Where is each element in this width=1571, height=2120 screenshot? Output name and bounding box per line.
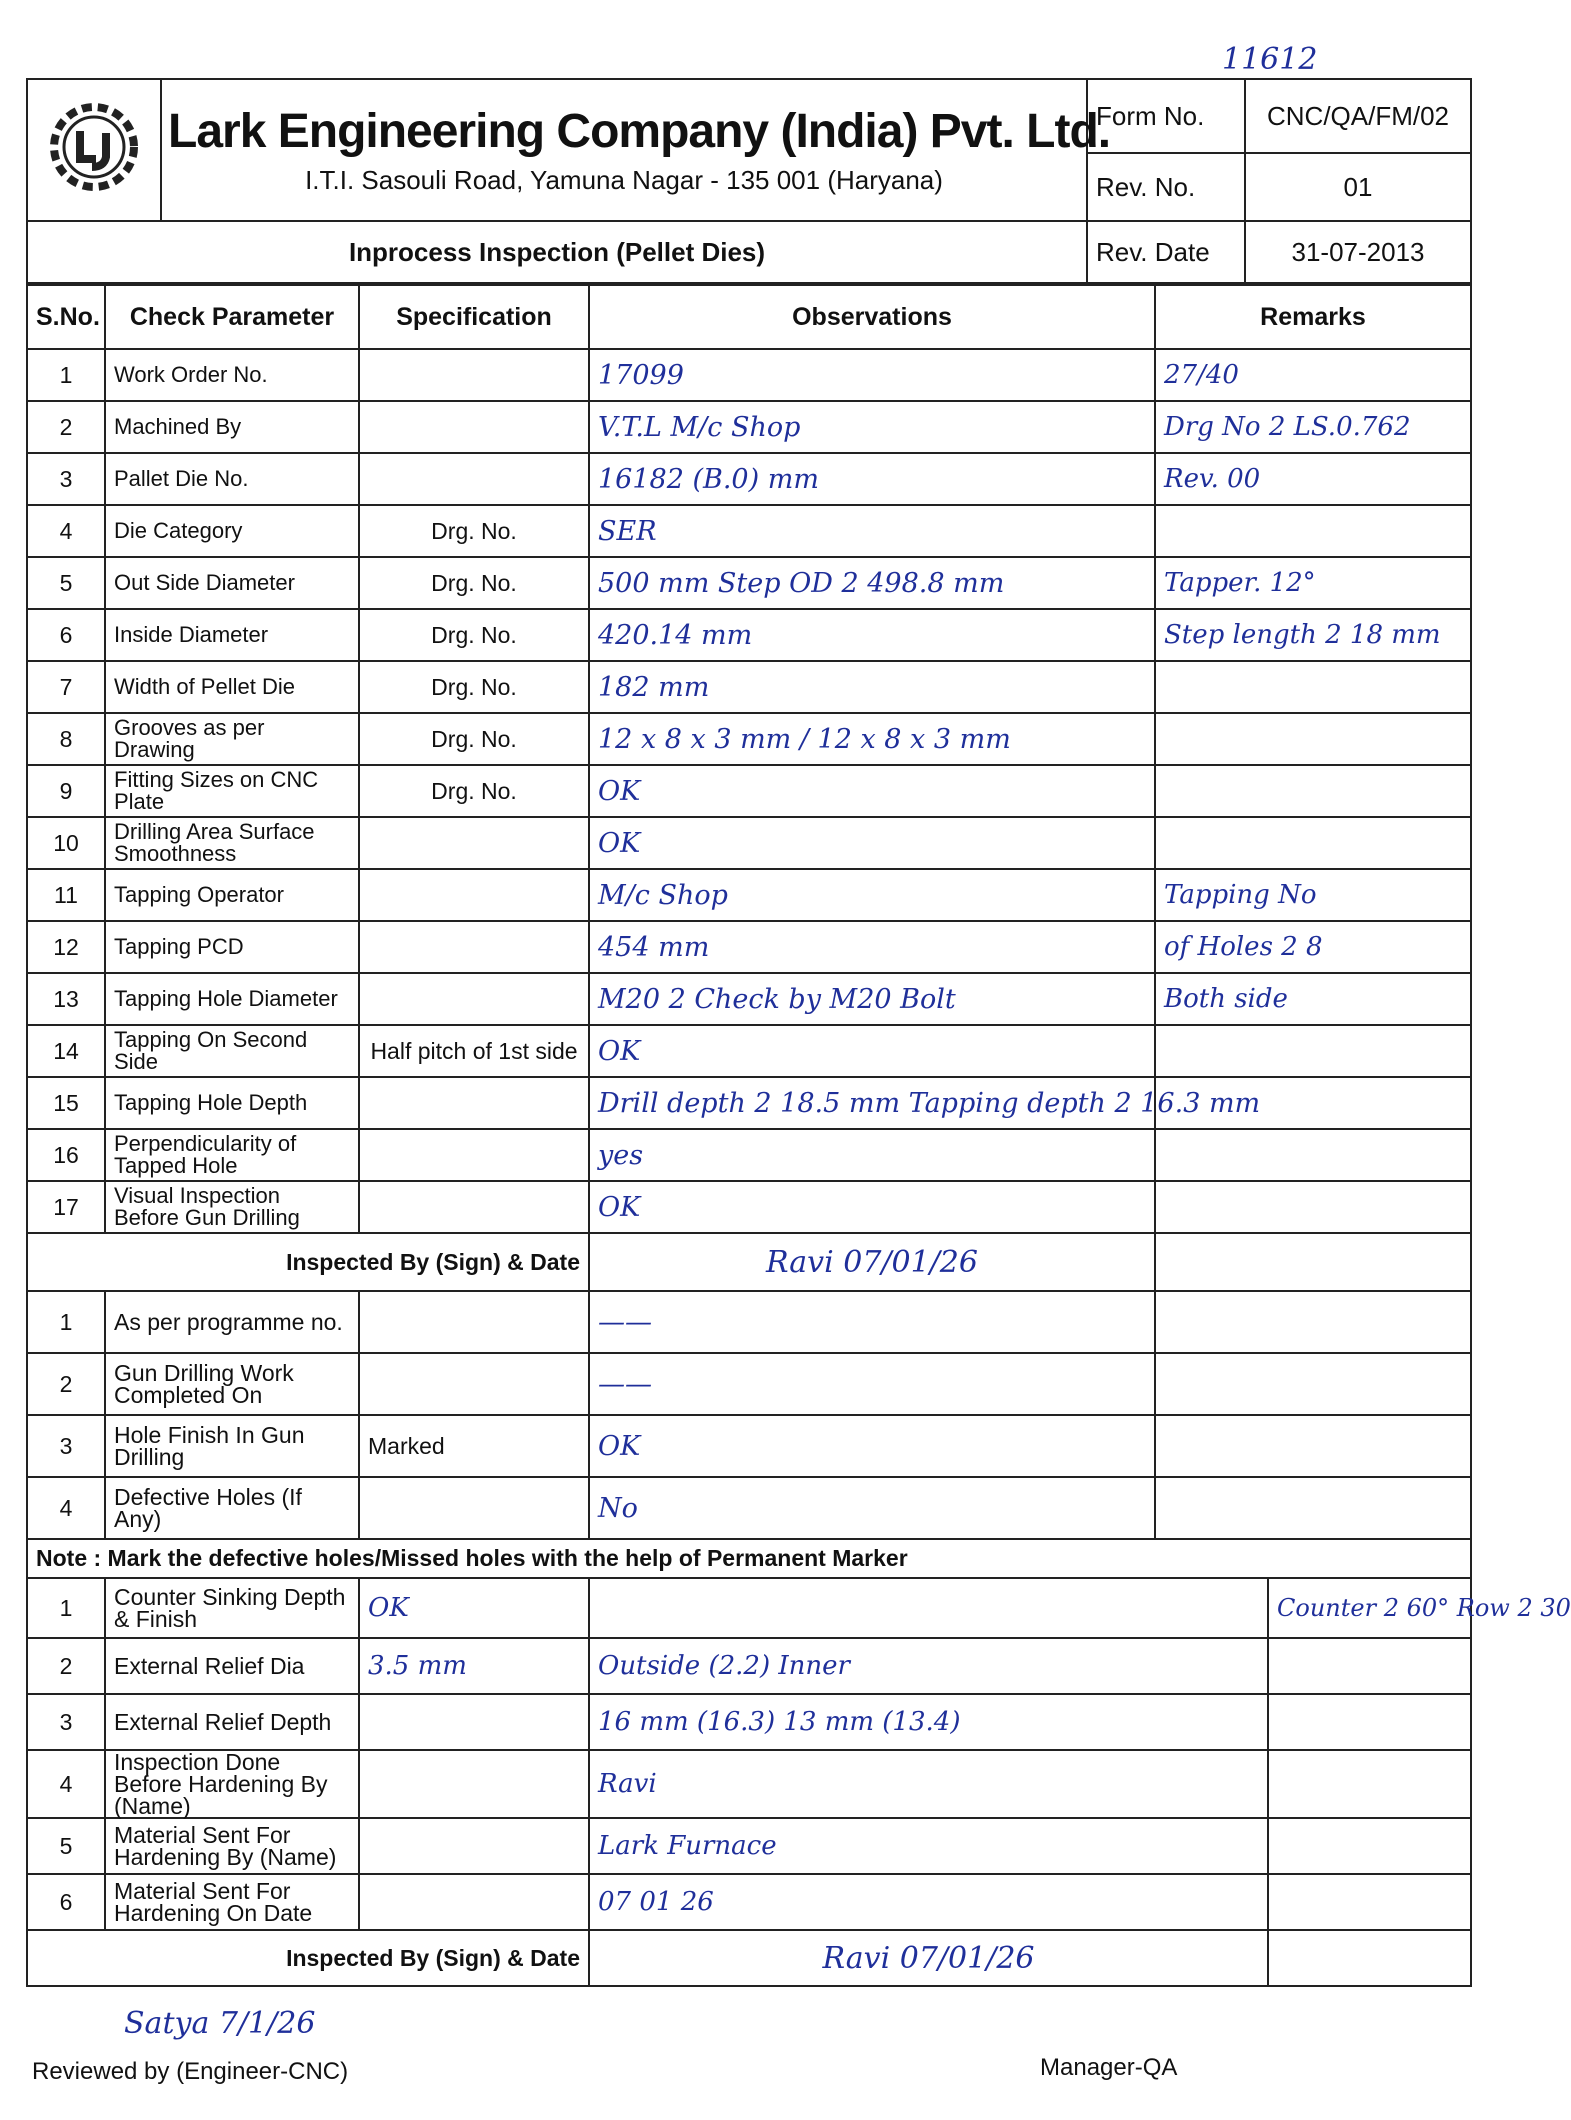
row-sno: 4 (27, 1477, 105, 1539)
row-remark: Drg No 2 LS.0.762 (1155, 401, 1471, 453)
row-spec: Drg. No. (359, 505, 589, 557)
row-observation: OK (589, 1025, 1155, 1077)
row-sno: 4 (27, 505, 105, 557)
row-spec (359, 453, 589, 505)
row-param: Die Category (105, 505, 359, 557)
row-observation: 16 mm (16.3) 13 mm (13.4) (589, 1694, 1268, 1750)
row-remark (1155, 817, 1471, 869)
row-spec: Drg. No. (359, 765, 589, 817)
row-param: As per programme no. (105, 1291, 359, 1353)
row-param: External Relief Depth (105, 1694, 359, 1750)
note-row (27, 1539, 1471, 1577)
row-observation: —— (589, 1353, 1155, 1415)
row-remark (1155, 713, 1471, 765)
form-title: Inprocess Inspection (Pellet Dies) (27, 221, 1087, 283)
company-name: Lark Engineering Company (India) Pvt. Ltd. (168, 105, 1111, 158)
row-param: Inspection Done Before Hardening By (Name) (105, 1750, 359, 1818)
table-row (27, 1129, 1471, 1181)
company-address: I.T.I. Sasouli Road, Yamuna Nagar - 135 001 (Haryana) (305, 165, 943, 195)
row-param: Defective Holes (If Any) (105, 1477, 359, 1539)
row-sno: 11 (27, 869, 105, 921)
row-sno: 1 (27, 1291, 105, 1353)
row-remark: Tapper. 12° (1155, 557, 1471, 609)
row-spec: Marked (359, 1415, 589, 1477)
table-row (27, 453, 1471, 505)
col-param: Check Parameter (105, 285, 359, 349)
row-remark (1155, 1025, 1471, 1077)
form-no-value: CNC/QA/FM/02 (1245, 79, 1471, 153)
row-remark (1155, 1129, 1471, 1181)
row-sno: 3 (27, 453, 105, 505)
row-remark: Rev. 00 (1155, 453, 1471, 505)
row-spec (359, 921, 589, 973)
row-sno: 8 (27, 713, 105, 765)
row-sno: 4 (27, 1750, 105, 1818)
row-spec: Drg. No. (359, 713, 589, 765)
row-remark (1268, 1694, 1471, 1750)
row-sno: 1 (27, 1578, 105, 1638)
row-sno: 16 (27, 1129, 105, 1181)
rev-date-value: 31-07-2013 (1245, 221, 1471, 283)
row-param: Hole Finish In Gun Drilling (105, 1415, 359, 1477)
row-remark (1155, 1477, 1471, 1539)
row-remark (1268, 1638, 1471, 1694)
row-param: Counter Sinking Depth & Finish (105, 1578, 359, 1638)
row-observation: OK (589, 817, 1155, 869)
row-observation: 12 x 8 x 3 mm / 12 x 8 x 3 mm (589, 713, 1155, 765)
table-row (27, 817, 1471, 869)
row-sno: 17 (27, 1181, 105, 1233)
row-spec: Drg. No. (359, 609, 589, 661)
col-remarks: Remarks (1155, 285, 1471, 349)
company-logo (27, 79, 161, 221)
table-row (27, 661, 1471, 713)
inspection-table (26, 284, 1472, 1577)
row-observation: OK (589, 1415, 1155, 1477)
row-observation: M20 2 Check by M20 Bolt (589, 973, 1155, 1025)
company-block (161, 79, 1111, 221)
row-sno: 7 (27, 661, 105, 713)
row-sno: 13 (27, 973, 105, 1025)
row-param: Tapping PCD (105, 921, 359, 973)
row-observation: 07 01 26 (589, 1874, 1268, 1930)
row-remark (1268, 1874, 1471, 1930)
row-remark: Step length 2 18 mm (1155, 609, 1471, 661)
row-sno: 10 (27, 817, 105, 869)
row-param: Material Sent For Hardening By (Name) (105, 1818, 359, 1874)
row-observation: 182 mm (589, 661, 1155, 713)
row-remark (1155, 1415, 1471, 1477)
row-spec (359, 349, 589, 401)
row-observation: 420.14 mm (589, 609, 1155, 661)
row-remark (1155, 765, 1471, 817)
row-sno: 5 (27, 557, 105, 609)
row-spec (359, 1291, 589, 1353)
inspected-row-1 (27, 1233, 1471, 1291)
row-spec: OK (359, 1578, 589, 1638)
inspected-remark-2 (1268, 1930, 1471, 1986)
row-observation: 454 mm (589, 921, 1155, 973)
row-remark: Counter 2 60° Row 2 30 (1268, 1578, 1471, 1638)
row-observation (589, 1578, 1268, 1638)
row-param: Material Sent For Hardening On Date (105, 1874, 359, 1930)
row-spec (359, 1477, 589, 1539)
row-param: Out Side Diameter (105, 557, 359, 609)
row-sno: 15 (27, 1077, 105, 1129)
note-text: Note : Mark the defective holes/Missed holes with the help of Permanent Marker (27, 1539, 1471, 1577)
row-spec (359, 817, 589, 869)
table-row (27, 1694, 1471, 1750)
inspected-label-1: Inspected By (Sign) & Date (27, 1233, 589, 1291)
table-row (27, 921, 1471, 973)
row-param: Tapping Operator (105, 869, 359, 921)
table-row (27, 557, 1471, 609)
row-remark (1268, 1750, 1471, 1818)
row-param: Fitting Sizes on CNC Plate (105, 765, 359, 817)
row-spec (359, 1077, 589, 1129)
row-observation: —— (589, 1291, 1155, 1353)
row-param: Drilling Area Surface Smoothness (105, 817, 359, 869)
row-observation: SER (589, 505, 1155, 557)
row-sno: 2 (27, 1638, 105, 1694)
inspected-row-2 (27, 1930, 1471, 1986)
row-spec (359, 1874, 589, 1930)
row-remark: Tapping No (1155, 869, 1471, 921)
form-header (26, 78, 1472, 284)
table-row (27, 1638, 1471, 1694)
column-header-row (27, 285, 1471, 349)
col-spec: Specification (359, 285, 589, 349)
row-remark (1155, 1291, 1471, 1353)
row-param: External Relief Dia (105, 1638, 359, 1694)
table-row (27, 1415, 1471, 1477)
row-observation: OK (589, 765, 1155, 817)
row-sno: 2 (27, 401, 105, 453)
row-spec (359, 1181, 589, 1233)
table-row (27, 609, 1471, 661)
table-row (27, 1025, 1471, 1077)
gear-logo-icon (44, 97, 144, 197)
col-sno: S.No. (27, 285, 105, 349)
row-spec: Drg. No. (359, 557, 589, 609)
row-observation: Outside (2.2) Inner (589, 1638, 1268, 1694)
row-observation: No (589, 1477, 1155, 1539)
rev-no-value: 01 (1245, 153, 1471, 221)
reviewed-by-label: Reviewed by (Engineer-CNC) (32, 2058, 349, 2085)
inspection-form (26, 78, 1571, 1987)
section2-rows (27, 1291, 1471, 1539)
inspected-label-2: Inspected By (Sign) & Date (27, 1930, 589, 1986)
row-param: Machined By (105, 401, 359, 453)
row-observation: V.T.L M/c Shop (589, 401, 1155, 453)
row-sno: 2 (27, 1353, 105, 1415)
row-param: Tapping Hole Depth (105, 1077, 359, 1129)
table-row (27, 713, 1471, 765)
form-no-label: Form No. (1087, 79, 1245, 153)
section1-rows (27, 349, 1471, 1233)
row-spec (359, 1750, 589, 1818)
row-param: Inside Diameter (105, 609, 359, 661)
row-spec: Half pitch of 1st side (359, 1025, 589, 1077)
row-observation: M/c Shop (589, 869, 1155, 921)
row-param: Grooves as per Drawing (105, 713, 359, 765)
row-observation: 17099 (589, 349, 1155, 401)
row-sno: 9 (27, 765, 105, 817)
row-param: Work Order No. (105, 349, 359, 401)
table-row (27, 1291, 1471, 1353)
rev-date-label: Rev. Date (1087, 221, 1245, 283)
row-sno: 12 (27, 921, 105, 973)
table-row (27, 401, 1471, 453)
table-row (27, 1578, 1471, 1638)
row-spec (359, 973, 589, 1025)
table-row (27, 1750, 1471, 1818)
row-remark: Both side (1155, 973, 1471, 1025)
row-remark (1155, 661, 1471, 713)
row-observation: OK (589, 1181, 1155, 1233)
row-param: Visual Inspection Before Gun Drilling (105, 1181, 359, 1233)
row-remark (1268, 1818, 1471, 1874)
row-spec (359, 401, 589, 453)
rev-no-label: Rev. No. (1087, 153, 1245, 221)
table-row (27, 869, 1471, 921)
table-row (27, 1818, 1471, 1874)
row-sno: 3 (27, 1415, 105, 1477)
table-row (27, 1353, 1471, 1415)
row-param: Width of Pellet Die (105, 661, 359, 713)
row-param: Perpendicularity of Tapped Hole (105, 1129, 359, 1181)
section3-rows (27, 1578, 1571, 1930)
row-param: Pallet Die No. (105, 453, 359, 505)
row-spec (359, 1129, 589, 1181)
table-row (27, 505, 1471, 557)
row-sno: 5 (27, 1818, 105, 1874)
row-sno: 3 (27, 1694, 105, 1750)
table-row (27, 349, 1471, 401)
row-observation: 16182 (B.0) mm (589, 453, 1155, 505)
row-spec (359, 869, 589, 921)
table-row (27, 973, 1471, 1025)
row-spec: 3.5 mm (359, 1638, 589, 1694)
row-observation: Drill depth 2 18.5 mm Tapping depth 2 16.3 mm (589, 1077, 1155, 1129)
row-sno: 14 (27, 1025, 105, 1077)
table-row (27, 1181, 1471, 1233)
row-remark (1155, 1353, 1471, 1415)
table-row (27, 1874, 1471, 1930)
inspected-remark-1 (1155, 1233, 1471, 1291)
row-observation: 500 mm Step OD 2 498.8 mm (589, 557, 1155, 609)
row-remark (1155, 1181, 1471, 1233)
row-remark: of Holes 2 8 (1155, 921, 1471, 973)
table-row (27, 1077, 1471, 1129)
table-row (27, 1477, 1471, 1539)
row-spec (359, 1353, 589, 1415)
hardening-table (26, 1577, 1571, 1987)
row-param: Gun Drilling Work Completed On (105, 1353, 359, 1415)
top-handwritten-number: 11612 (1222, 42, 1318, 77)
row-spec (359, 1818, 589, 1874)
table-row (27, 765, 1471, 817)
reviewer-signature: Satya 7/1/26 (124, 2006, 316, 2041)
manager-qa-label: Manager-QA (1040, 2054, 1178, 2081)
row-param: Tapping Hole Diameter (105, 973, 359, 1025)
col-obs: Observations (589, 285, 1155, 349)
row-sno: 1 (27, 349, 105, 401)
row-observation: Lark Furnace (589, 1818, 1268, 1874)
row-sno: 6 (27, 609, 105, 661)
row-observation: Ravi (589, 1750, 1268, 1818)
inspected-sign-1: Ravi 07/01/26 (589, 1233, 1155, 1291)
row-spec: Drg. No. (359, 661, 589, 713)
row-sno: 6 (27, 1874, 105, 1930)
inspected-sign-2: Ravi 07/01/26 (589, 1930, 1268, 1986)
row-remark (1155, 505, 1471, 557)
row-observation: yes (589, 1129, 1155, 1181)
row-param: Tapping On Second Side (105, 1025, 359, 1077)
row-remark: 27/40 (1155, 349, 1471, 401)
row-spec (359, 1694, 589, 1750)
